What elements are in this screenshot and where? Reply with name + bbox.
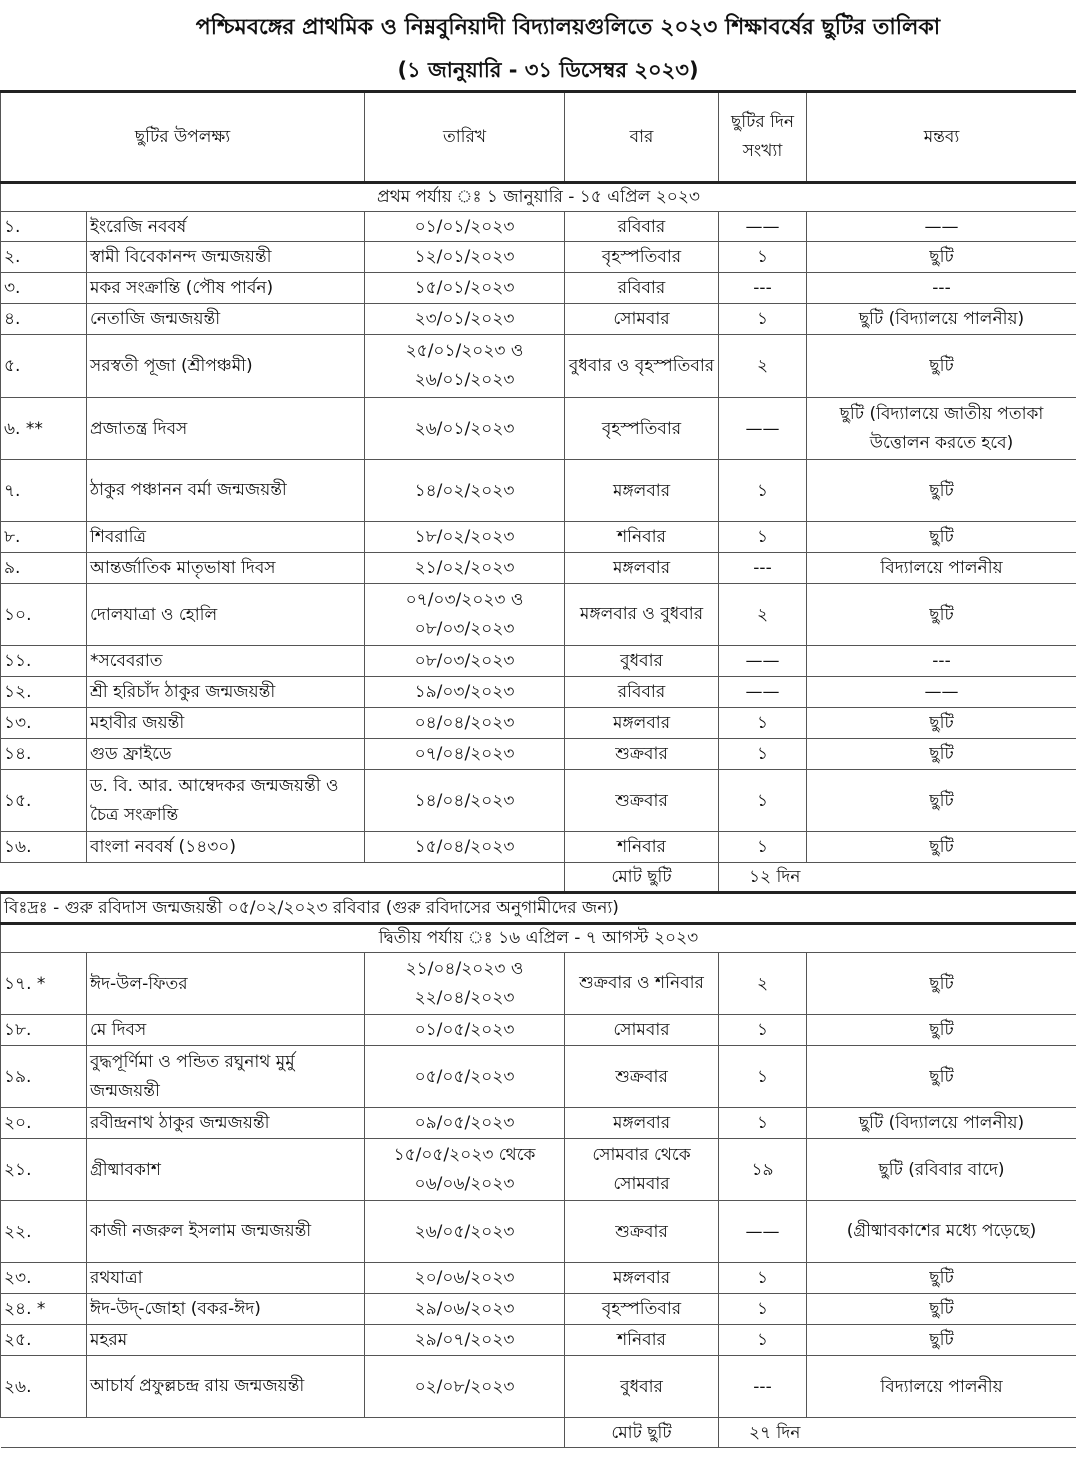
cell-remark: ছুটি: [807, 335, 1076, 398]
cell-sl: ৪.: [1, 304, 87, 335]
cell-day: শুক্রবার: [565, 1046, 719, 1108]
table-row: [1, 1201, 1076, 1263]
cell-remark: ছুটি: [807, 1294, 1076, 1325]
cell-remark: ——: [807, 677, 1076, 708]
cell-date: ০৪/০৪/২০২৩: [365, 708, 565, 739]
cell-sl: ২৩.: [1, 1263, 87, 1294]
cell-date: ১৮/০২/২০২৩: [365, 522, 565, 553]
cell-remark: ছুটি: [807, 739, 1076, 770]
cell-remark: ছুটি: [807, 832, 1076, 863]
table-row: [1, 1108, 1076, 1139]
table-row: [1, 1015, 1076, 1046]
header-date: তারিখ: [365, 92, 565, 183]
cell-sl: ১৯.: [1, 1046, 87, 1108]
cell-sl: ৮.: [1, 522, 87, 553]
cell-date: ১৫/০৫/২০২৩ থেকে ০৬/০৬/২০২৩: [365, 1139, 565, 1201]
page-subtitle: (১ জানুয়ারি - ৩১ ডিসেম্বর ২০২৩): [397, 58, 699, 82]
phase-2-heading: [1, 924, 1076, 953]
cell-day: বুধবার ও বৃহস্পতিবার: [565, 335, 719, 398]
phase-1-label: প্রথম পর্যায় ঃ ১ জানুয়ারি - ১৫ এপ্রিল ২০২৩: [1, 183, 1076, 212]
cell-sl: ১২.: [1, 677, 87, 708]
table-row: [1, 708, 1076, 739]
cell-day: মঙ্গলবার: [565, 460, 719, 522]
cell-event: মকর সংক্রান্তি (পৌষ পার্বন): [87, 273, 365, 304]
cell-event: ইংরেজি নববর্ষ: [87, 212, 365, 242]
cell-sl: ৯.: [1, 553, 87, 584]
cell-event: গ্রীষ্মাবকাশ: [87, 1139, 365, 1201]
cell-day: শুক্রবার: [565, 770, 719, 832]
cell-event: *সবেবরাত: [87, 646, 365, 677]
table-row: [1, 460, 1076, 522]
cell-event: মে দিবস: [87, 1015, 365, 1046]
cell-date: ১৪/০৪/২০২৩: [365, 770, 565, 832]
table-row: [1, 553, 1076, 584]
cell-sl: ৭.: [1, 460, 87, 522]
cell-event: গুড ফ্রাইডে: [87, 739, 365, 770]
cell-count: ১: [719, 770, 807, 832]
cell-sl: ১০.: [1, 584, 87, 646]
cell-event: দোলযাত্রা ও হোলি: [87, 584, 365, 646]
cell-sl: ২৪. *: [1, 1294, 87, 1325]
table-row: [1, 1139, 1076, 1201]
cell-date: ২৯/০৭/২০২৩: [365, 1325, 565, 1356]
cell-count: ——: [719, 212, 807, 242]
cell-date: ০৭/০৩/২০২৩ ও ০৮/০৩/২০২৩: [365, 584, 565, 646]
cell-sl: ২২.: [1, 1201, 87, 1263]
cell-date: ০৯/০৫/২০২৩: [365, 1108, 565, 1139]
table-row: [1, 1294, 1076, 1325]
table-row: [1, 398, 1076, 460]
cell-sl: ১৩.: [1, 708, 87, 739]
cell-date: ২৬/০১/২০২৩: [365, 398, 565, 460]
cell-remark: ছুটি: [807, 1263, 1076, 1294]
cell-count: ১: [719, 304, 807, 335]
cell-day: শুক্রবার ও শনিবার: [565, 953, 719, 1015]
cell-day: শনিবার: [565, 832, 719, 863]
cell-date: ১৫/০১/২০২৩: [365, 273, 565, 304]
cell-sl: ১৪.: [1, 739, 87, 770]
cell-remark: ছুটি: [807, 522, 1076, 553]
cell-count: ---: [719, 1356, 807, 1418]
cell-date: ২১/০২/২০২৩: [365, 553, 565, 584]
cell-remark: (গ্রীষ্মাবকাশের মধ্যে পড়েছে): [807, 1201, 1076, 1263]
cell-count: ২: [719, 335, 807, 398]
cell-remark: ---: [807, 646, 1076, 677]
cell-event: স্বামী বিবেকানন্দ জন্মজয়ন্তী: [87, 242, 365, 273]
cell-sl: ২৬.: [1, 1356, 87, 1418]
cell-count: ১: [719, 1294, 807, 1325]
total-label: মোট ছুটি: [565, 863, 719, 893]
cell-remark: ছুটি (রবিবার বাদে): [807, 1139, 1076, 1201]
cell-event: শিবরাত্রি: [87, 522, 365, 553]
table-row: [1, 770, 1076, 832]
cell-day: শনিবার: [565, 522, 719, 553]
cell-date: ১২/০১/২০২৩: [365, 242, 565, 273]
cell-date: ১৫/০৪/২০২৩: [365, 832, 565, 863]
table-row: [1, 832, 1076, 863]
cell-remark: ছুটি (বিদ্যালয়ে পালনীয়): [807, 304, 1076, 335]
cell-date: ০৮/০৩/২০২৩: [365, 646, 565, 677]
cell-date: ০২/০৮/২০২৩: [365, 1356, 565, 1418]
cell-date: ০১/০৫/২০২৩: [365, 1015, 565, 1046]
table-row: [1, 677, 1076, 708]
page-title: পশ্চিমবঙ্গের প্রাথমিক ও নিম্নবুনিয়াদী বিদ্যালয়গুলিতে ২০২৩ শিক্ষাবর্ষের ছুটির তালিকা: [195, 15, 941, 40]
cell-count: ১: [719, 708, 807, 739]
cell-sl: ১৮.: [1, 1015, 87, 1046]
cell-remark: ছুটি: [807, 1015, 1076, 1046]
cell-day: মঙ্গলবার: [565, 553, 719, 584]
cell-day: বুধবার: [565, 646, 719, 677]
cell-event: আন্তর্জাতিক মাতৃভাষা দিবস: [87, 553, 365, 584]
cell-day: বৃহস্পতিবার: [565, 242, 719, 273]
cell-sl: ১৬.: [1, 832, 87, 863]
cell-remark: ছুটি (বিদ্যালয়ে জাতীয় পতাকা উত্তোলন করতে হবে): [807, 398, 1076, 460]
cell-count: ১: [719, 242, 807, 273]
cell-event: নেতাজি জন্মজয়ন্তী: [87, 304, 365, 335]
cell-count: ——: [719, 1201, 807, 1263]
cell-count: ১: [719, 832, 807, 863]
table-row: [1, 1325, 1076, 1356]
cell-count: ১: [719, 1263, 807, 1294]
cell-remark: ছুটি: [807, 1325, 1076, 1356]
cell-date: ১৯/০৩/২০২৩: [365, 677, 565, 708]
cell-remark: বিদ্যালয়ে পালনীয়: [807, 1356, 1076, 1418]
cell-sl: ২১.: [1, 1139, 87, 1201]
cell-remark: ছুটি: [807, 242, 1076, 273]
cell-day: মঙ্গলবার ও বুধবার: [565, 584, 719, 646]
table-header: [1, 92, 1076, 183]
cell-sl: ৫.: [1, 335, 87, 398]
table-row: [1, 1263, 1076, 1294]
header-count: ছুটির দিন সংখ্যা: [719, 92, 807, 183]
table-row: [1, 739, 1076, 770]
cell-event: বাংলা নববর্ষ (১৪৩০): [87, 832, 365, 863]
cell-day: সোমবার: [565, 1015, 719, 1046]
cell-count: ১: [719, 739, 807, 770]
cell-count: ---: [719, 273, 807, 304]
cell-sl: ১.: [1, 212, 87, 242]
cell-sl: ২০.: [1, 1108, 87, 1139]
cell-count: ১: [719, 1046, 807, 1108]
cell-count: ২: [719, 584, 807, 646]
total-value: ২৭ দিন: [719, 1418, 1076, 1448]
cell-event: সরস্বতী পূজা (শ্রীপঞ্চমী): [87, 335, 365, 398]
table-row: [1, 1356, 1076, 1418]
cell-date: ০১/০১/২০২৩: [365, 212, 565, 242]
cell-remark: ——: [807, 212, 1076, 242]
cell-event: রবীন্দ্রনাথ ঠাকুর জন্মজয়ন্তী: [87, 1108, 365, 1139]
cell-count: ১: [719, 522, 807, 553]
cell-day: সোমবার: [565, 304, 719, 335]
header-day: বার: [565, 92, 719, 183]
cell-date: ২৬/০৫/২০২৩: [365, 1201, 565, 1263]
cell-event: কাজী নজরুল ইসলাম জন্মজয়ন্তী: [87, 1201, 365, 1263]
cell-sl: ৩.: [1, 273, 87, 304]
cell-day: বৃহস্পতিবার: [565, 398, 719, 460]
cell-date: ২৫/০১/২০২৩ ও ২৬/০১/২০২৩: [365, 335, 565, 398]
cell-date: ২৯/০৬/২০২৩: [365, 1294, 565, 1325]
cell-count: ১৯: [719, 1139, 807, 1201]
cell-event: ঈদ-উল-ফিতর: [87, 953, 365, 1015]
phase1-total-row: [1, 863, 1076, 893]
cell-event: শ্রী হরিচাঁদ ঠাকুর জন্মজয়ন্তী: [87, 677, 365, 708]
cell-date: ২৩/০১/২০২৩: [365, 304, 565, 335]
table-row: [1, 242, 1076, 273]
cell-day: শুক্রবার: [565, 1201, 719, 1263]
header-occasion: ছুটির উপলক্ষ্য: [1, 92, 365, 183]
cell-date: ২১/০৪/২০২৩ ও ২২/০৪/২০২৩: [365, 953, 565, 1015]
table-row: [1, 304, 1076, 335]
phase-1-heading: [1, 183, 1076, 212]
cell-remark: ছুটি: [807, 953, 1076, 1015]
table-row: [1, 1046, 1076, 1108]
cell-remark: ছুটি: [807, 770, 1076, 832]
cell-date: ০৭/০৪/২০২৩: [365, 739, 565, 770]
cell-count: ১: [719, 1015, 807, 1046]
cell-day: শনিবার: [565, 1325, 719, 1356]
cell-day: মঙ্গলবার: [565, 1263, 719, 1294]
cell-day: বুধবার: [565, 1356, 719, 1418]
cell-sl: ১৭. *: [1, 953, 87, 1015]
phase-2-label: দ্বিতীয় পর্যায় ঃ ১৬ এপ্রিল - ৭ আগস্ট ২০২৩: [1, 924, 1076, 953]
table-row: [1, 584, 1076, 646]
cell-count: ১: [719, 1325, 807, 1356]
cell-sl: ২.: [1, 242, 87, 273]
empty-cell: [1, 863, 565, 893]
table-row: [1, 212, 1076, 242]
cell-event: মহরম: [87, 1325, 365, 1356]
cell-date: ২০/০৬/২০২৩: [365, 1263, 565, 1294]
cell-count: ——: [719, 646, 807, 677]
cell-sl: ১১.: [1, 646, 87, 677]
cell-count: ---: [719, 553, 807, 584]
cell-remark: ছুটি (বিদ্যালয়ে পালনীয়): [807, 1108, 1076, 1139]
note-row: [1, 893, 1076, 924]
cell-event: মহাবীর জয়ন্তী: [87, 708, 365, 739]
table-row: [1, 646, 1076, 677]
cell-event: ড. বি. আর. আম্বেদকর জন্মজয়ন্তী ও চৈত্র সংক্রান্তি: [87, 770, 365, 832]
cell-event: ঠাকুর পঞ্চানন বর্মা জন্মজয়ন্তী: [87, 460, 365, 522]
note-text: বিঃদ্রঃ - গুরু রবিদাস জন্মজয়ন্তী ০৫/০২/২০২৩ রবিবার (গুরু রবিদাসের অনুগামীদের জন্য): [1, 893, 1076, 924]
cell-date: ১৪/০২/২০২৩: [365, 460, 565, 522]
cell-remark: ছুটি: [807, 708, 1076, 739]
cell-event: ঈদ-উদ্‌-জোহা (বকর-ঈদ): [87, 1294, 365, 1325]
cell-date: ০৫/০৫/২০২৩: [365, 1046, 565, 1108]
table-row: [1, 273, 1076, 304]
table-row: [1, 522, 1076, 553]
cell-day: শুক্রবার: [565, 739, 719, 770]
cell-remark: ছুটি: [807, 460, 1076, 522]
cell-day: রবিবার: [565, 677, 719, 708]
cell-day: রবিবার: [565, 273, 719, 304]
cell-count: ——: [719, 398, 807, 460]
empty-cell: [1, 1418, 565, 1448]
cell-sl: ২৫.: [1, 1325, 87, 1356]
table-row: [1, 335, 1076, 398]
cell-sl: ৬. **: [1, 398, 87, 460]
cell-day: মঙ্গলবার: [565, 708, 719, 739]
cell-count: ১: [719, 1108, 807, 1139]
cell-day: মঙ্গলবার: [565, 1108, 719, 1139]
cell-sl: ১৫.: [1, 770, 87, 832]
cell-count: ১: [719, 460, 807, 522]
holiday-table: [0, 90, 1076, 1448]
cell-event: আচার্য প্রফুল্লচন্দ্র রায় জন্মজয়ন্তী: [87, 1356, 365, 1418]
phase2-total-row: [1, 1418, 1076, 1448]
cell-remark: বিদ্যালয়ে পালনীয়: [807, 553, 1076, 584]
cell-event: বুদ্ধপূর্ণিমা ও পন্ডিত রঘুনাথ মুর্মু জন্মজয়ন্তী: [87, 1046, 365, 1108]
table-row: [1, 953, 1076, 1015]
cell-remark: ---: [807, 273, 1076, 304]
total-value: ১২ দিন: [719, 863, 1076, 893]
cell-remark: ছুটি: [807, 1046, 1076, 1108]
total-label: মোট ছুটি: [565, 1418, 719, 1448]
header-remark: মন্তব্য: [807, 92, 1076, 183]
cell-event: রথযাত্রা: [87, 1263, 365, 1294]
cell-count: ——: [719, 677, 807, 708]
cell-day: সোমবার থেকে সোমবার: [565, 1139, 719, 1201]
cell-day: রবিবার: [565, 212, 719, 242]
cell-count: ২: [719, 953, 807, 1015]
cell-day: বৃহস্পতিবার: [565, 1294, 719, 1325]
cell-event: প্রজাতন্ত্র দিবস: [87, 398, 365, 460]
cell-remark: ছুটি: [807, 584, 1076, 646]
